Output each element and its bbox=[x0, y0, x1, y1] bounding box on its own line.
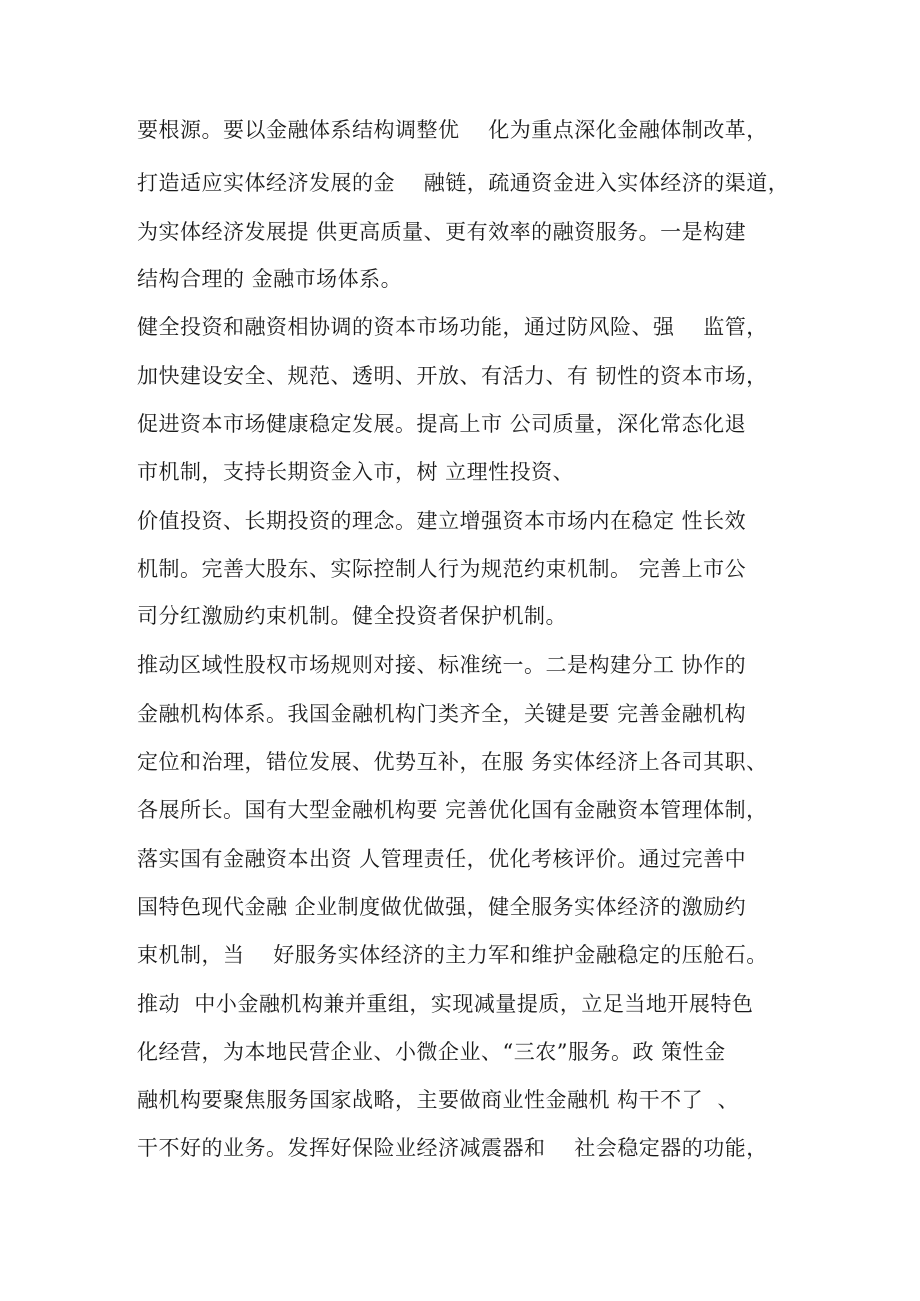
text-line: 打造适应实体经济发展的金 融链，疏通资金进入实体经济的渠道， bbox=[137, 171, 790, 195]
text-line: 推动区域性股权市场规则对接、标准统一。二是构建分工 协作的 bbox=[137, 653, 747, 677]
text-line: 机制。完善大股东、实际控制人行为规范约束机制。 完善上市公 bbox=[137, 557, 747, 581]
text-line: 定位和治理，错位发展、优势互补，在服 务实体经济上各司其职、 bbox=[137, 750, 768, 774]
text-line: 国特色现代金融 企业制度做优做强，健全服务实体经济的激励约 bbox=[137, 895, 747, 919]
text-line: 市机制，支持长期资金入市，树 立理性投资、 bbox=[137, 460, 575, 484]
text-line: 各展所长。国有大型金融机构要 完善优化国有金融资本管理体制， bbox=[137, 798, 768, 822]
text-line: 司分红激励约束机制。健全投资者保护机制。 bbox=[137, 604, 567, 628]
text-line: 加快建设安全、规范、透明、开放、有活力、有 韧性的资本市场， bbox=[137, 364, 768, 388]
text-line: 推动 中小金融机构兼并重组，实现减量提质，立足当地开展特色 bbox=[137, 992, 754, 1016]
text-line: 干不好的业务。发挥好保险业经济减震器和 社会稳定器的功能， bbox=[137, 1136, 768, 1160]
text-line: 为实体经济发展提 供更高质量、更有效率的融资服务。一是构建 bbox=[137, 220, 747, 244]
text-line: 化经营，为本地民营企业、小微企业、“三农”服务。政 策性金 bbox=[137, 1040, 726, 1064]
text-line: 结构合理的 金融市场体系。 bbox=[137, 267, 403, 291]
text-line: 健全投资和融资相协调的资本市场功能，通过防风险、强 监管， bbox=[137, 315, 768, 339]
text-line: 要根源。要以金融体系结构调整优 化为重点深化金融体制改革， bbox=[137, 118, 768, 142]
text-line: 金融机构体系。我国金融机构门类齐全，关键是要 完善金融机构 bbox=[137, 702, 747, 726]
text-line: 促进资本市场健康稳定发展。提高上市 公司质量，深化常态化退 bbox=[137, 412, 747, 436]
text-line: 融机构要聚焦服务国家战略，主要做商业性金融机 构干不了 、 bbox=[137, 1088, 740, 1112]
text-line: 束机制，当 好服务实体经济的主力军和维护金融稳定的压舱石。 bbox=[137, 943, 768, 967]
text-line: 价值投资、长期投资的理念。建立增强资本市场内在稳定 性长效 bbox=[137, 509, 747, 533]
text-line: 落实国有金融资本出资 人管理责任，优化考核评价。通过完善中 bbox=[137, 847, 747, 871]
